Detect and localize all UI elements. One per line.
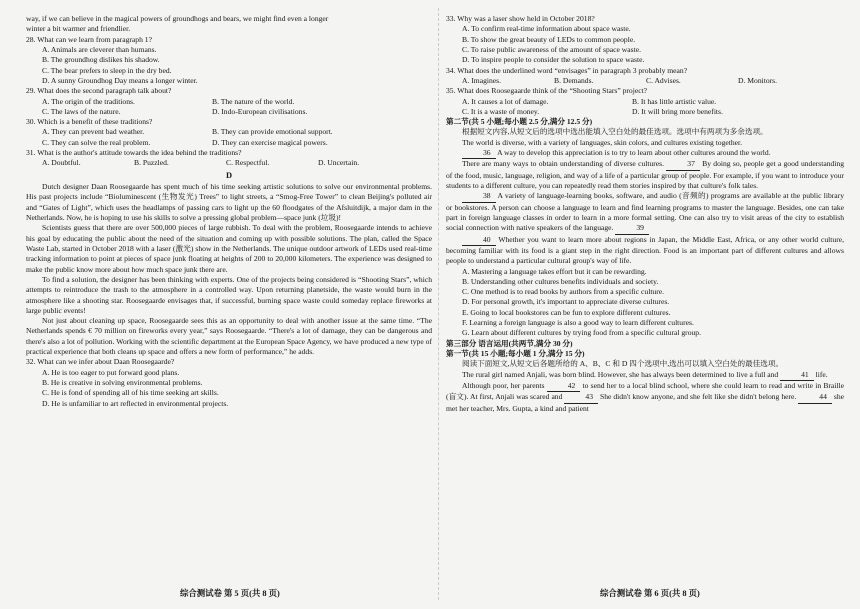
option[interactable]: A. To confirm real-time information about space waste. xyxy=(462,24,631,34)
option[interactable]: D. Monitors. xyxy=(738,75,778,85)
option[interactable]: B. Puzzled. xyxy=(134,158,169,168)
section-heading: 第二节(共 5 小题;每小题 2.5 分,满分 12.5 分) xyxy=(446,117,593,127)
option[interactable]: C. Respectful. xyxy=(226,158,270,168)
answer-blank-42[interactable]: 42 xyxy=(547,381,581,392)
option[interactable]: C. The bear prefers to sleep in the dry bed. xyxy=(42,65,172,75)
option[interactable]: F. Learning a foreign language is also a good way to learn different cultures. xyxy=(462,318,694,328)
option[interactable]: C. He is fond of spending all of his time seeking art skills. xyxy=(42,388,219,398)
passage-paragraph: Not just about cleaning up space, Roosegaarde sees this as an opportunity to deal with another issue at the same time. “The Netherlands spends € 70 million on fireworks every year,” says Roosegaarde. “There's a lot of damage, they can be dangerous and there's also a lot of pollution. Working with the scientific department at the European Space Agency, we have produced a new type of practical experience that both cleans up space and offers a new form of performance,” he adds. xyxy=(26,316,432,357)
passage-text: to send her to a local blind school, where she could learn to read and write in Braille (盲文). At first, Anjali was scared and xyxy=(446,380,844,402)
option[interactable]: D. For personal growth, it's important to appreciate diverse cultures. xyxy=(462,297,670,307)
option[interactable]: D. Uncertain. xyxy=(318,158,360,168)
passage-text: The rural girl named Anjali, was born blind. However, she has always been determined to live a full and xyxy=(462,369,781,379)
option[interactable]: A. Mastering a language takes effort but it can be rewarding. xyxy=(462,266,647,276)
option[interactable]: A. It causes a lot of damage. xyxy=(462,96,549,106)
option[interactable]: D. They can exercise magical powers. xyxy=(212,137,328,147)
question-stem: 30. Which is a benefit of these traditions? xyxy=(26,117,153,127)
question-32 xyxy=(26,357,432,409)
passage-paragraph: Dutch designer Daan Roosegaarde has spent much of his time seeking artistic solutions to solve our environmental problems. His past projects include “Bioluminescent (生物发光) Trees” to light streets, a “Smog-Free Tower” to clean Beijing's polluted air and “Gates of Light”, which uses the headlamps of passing cars to light up the 60 floodgates of the Afsluitdijk, a major dam in the Netherlands. Now, he is hoping to use his skills to solve a pressing global problem—space junk (垃圾)! xyxy=(26,182,432,223)
option[interactable]: C. One method is to read books by authors from a specific culture. xyxy=(462,287,665,297)
page-divider xyxy=(438,8,439,600)
gap-fill-passage xyxy=(446,138,844,267)
passage-text: Although poor, her parents xyxy=(462,380,547,390)
passage-text: By doing so, people get a good understanding of the food, music, language, religion, and way of a life of a particular group of people. For example, if you want to introduce your students to a different culture, you can repeatedly read them stories inspired by that culture's folk tales. xyxy=(446,159,844,190)
option[interactable]: E. Going to local bookstores can be fun to explore different cultures. xyxy=(462,307,671,317)
passage-text: There are many ways to obtain understanding of diverse cultures. xyxy=(462,159,667,169)
passage-paragraph xyxy=(446,159,844,191)
left-page xyxy=(26,14,432,409)
question-34 xyxy=(446,66,844,87)
passage-paragraph xyxy=(446,191,844,234)
question-33 xyxy=(446,14,844,66)
option[interactable]: B. Understanding other cultures benefits individuals and society. xyxy=(462,276,659,286)
answer-blank-41[interactable]: 41 xyxy=(780,370,814,381)
option[interactable]: D. A sunny Groundhog Day means a longer winter. xyxy=(42,75,198,85)
passage-paragraph xyxy=(446,381,844,414)
question-29 xyxy=(26,86,432,117)
passage-d xyxy=(26,182,432,357)
section-instructions: 阅读下面短文,从短文后各题所给的 A、B、C 和 D 四个选项中,选出可以填入空白处的最佳选项。 xyxy=(462,359,784,369)
option[interactable]: C. They can solve the real problem. xyxy=(42,137,151,147)
section-letter-d: D xyxy=(225,170,233,180)
passage-text: A variety of language-learning books, software, and audio (音频的) programs are available at the public library or bookstores. A person can choose a language to learn and find learning programs to master the language. Besides, one can take part in foreign language classes in order to learn in a more formal setting. One can also try to visit areas of the city to establish social connection with native speakers of the language. xyxy=(446,191,844,233)
right-page xyxy=(446,14,844,414)
option[interactable]: A. He is too eager to put forward good plans. xyxy=(42,367,180,377)
passage-paragraph xyxy=(446,235,844,267)
option[interactable]: C. The laws of the nature. xyxy=(42,106,121,116)
passage-paragraph: The world is diverse, with a variety of languages, skin colors, and cultures existing together. xyxy=(462,137,743,147)
question-30 xyxy=(26,117,432,148)
option[interactable]: B. The groundhog dislikes his shadow. xyxy=(42,55,160,65)
answer-blank-39[interactable]: 39 xyxy=(615,223,649,234)
answer-blank-38[interactable]: 38 xyxy=(462,191,496,202)
passage-continuation-line: way, if we can believe in the magical powers of groundhogs and bears, we might find even a longer xyxy=(26,14,329,23)
option[interactable]: D. Indo-European civilisations. xyxy=(212,106,308,116)
answer-blank-37[interactable]: 37 xyxy=(666,159,700,170)
option[interactable]: D. To inspire people to consider the solution to space waste. xyxy=(462,55,645,65)
question-35 xyxy=(446,86,844,117)
option[interactable]: A. Imagines. xyxy=(462,75,502,85)
option[interactable]: B. To show the great beauty of LEDs to common people. xyxy=(462,34,636,44)
question-stem: 31. What is the author's attitude towards the idea behind the traditions? xyxy=(26,148,242,158)
question-stem: 29. What does the second paragraph talk about? xyxy=(26,86,172,96)
gap-fill-options xyxy=(446,267,844,339)
answer-blank-40[interactable]: 40 xyxy=(462,235,496,246)
question-stem: 33. Why was a laser show held in October 2018? xyxy=(446,14,595,23)
question-stem: 34. What does the underlined word “envisages” in paragraph 3 probably mean? xyxy=(446,65,688,75)
part-heading: 第三部分 语言运用(共两节,满分 30 分) xyxy=(446,338,573,348)
option[interactable]: B. It has little artistic value. xyxy=(632,96,717,106)
option[interactable]: A. Doubtful. xyxy=(42,158,81,168)
section-heading: 第一节(共 15 小题;每小题 1 分,满分 15 分) xyxy=(446,349,585,358)
option[interactable]: A. The origin of the traditions. xyxy=(42,96,135,106)
cloze-passage xyxy=(446,370,844,414)
option[interactable]: D. It will bring more benefits. xyxy=(632,106,723,116)
answer-blank-36[interactable]: 36 xyxy=(462,148,496,159)
option[interactable]: C. It is a waste of money. xyxy=(462,106,540,116)
question-stem: 32. What can we infer about Daan Roosegaarde? xyxy=(26,357,175,367)
page-footer-right: 综合测试卷 第 6 页(共 8 页) xyxy=(600,588,700,598)
answer-blank-44[interactable]: 44 xyxy=(798,392,832,403)
option[interactable]: A. They can prevent bad weather. xyxy=(42,127,145,137)
passage-paragraph xyxy=(446,148,844,159)
question-stem: 28. What can we learn from paragraph 1? xyxy=(26,34,152,44)
passage-paragraph xyxy=(446,370,844,381)
option[interactable]: D. He is unfamiliar to art reflected in environmental projects. xyxy=(42,398,229,408)
passage-paragraph: To find a solution, the designer has been thinking with experts. One of the projects being considered is “Shooting Stars”, which attempts to reintroduce the trash to the atmosphere in a controlled way. Upon returning planetside, the waste would burn in the atmosphere like a shooting star. Roosegaarde envisages that, if successful, burning space waste could someday replace fireworks at large public events! xyxy=(26,274,432,315)
option[interactable]: G. Learn about different cultures by trying food from a specific cultural group. xyxy=(462,328,701,338)
page-footer-left: 综合测试卷 第 5 页(共 8 页) xyxy=(180,588,280,598)
option[interactable]: C. Advises. xyxy=(646,75,681,85)
passage-text: life. xyxy=(813,369,828,379)
option[interactable]: B. Demands. xyxy=(554,75,594,85)
question-28 xyxy=(26,35,432,87)
question-31 xyxy=(26,148,432,169)
passage-text: Whether you want to learn more about regions in Japan, the Middle East, Africa, or any other world culture, becoming familiar with its food is a giant step in the right direction. Food is an important part of different cultures and allows people to understand a particular cultural group's way of life. xyxy=(446,234,844,266)
option[interactable]: A. Animals are cleverer than humans. xyxy=(42,44,157,54)
passage-continuation-line: winter a bit warmer and friendlier. xyxy=(26,24,131,34)
option[interactable]: C. To raise public awareness of the amount of space waste. xyxy=(462,44,641,54)
option[interactable]: B. The nature of the world. xyxy=(212,96,295,106)
option[interactable]: B. They can provide emotional support. xyxy=(212,127,333,137)
answer-blank-43[interactable]: 43 xyxy=(564,392,598,403)
passage-text: A way to develop this appreciation is to try to learn about other cultures around the world. xyxy=(495,148,771,158)
section-instructions: 根据短文内容,从短文后的选项中选出能填入空白处的最佳选项。选项中有两项为多余选项。 xyxy=(462,127,768,137)
passage-text: She didn't know anyone, and she felt like she didn't belong here. xyxy=(598,392,799,402)
passage-text: she met her teacher, Mrs. Gupta, a kind and patient xyxy=(446,392,845,413)
option[interactable]: B. He is creative in solving environmental problems. xyxy=(42,378,203,388)
question-stem: 35. What does Roosegaarde think of the “Shooting Stars” project? xyxy=(446,86,648,96)
passage-paragraph: Scientists guess that there are over 500,000 pieces of large rubbish. To deal with the problem, Roosegaarde intends to achieve his goal by educating the public about the need of the situation and coming up with possible solutions. The plan, called the Space Waste Lab, started in October 2018 with a laser (激光) show in the Netherlands. The unique outdoor artwork of LEDs used real-time tracking information to point at pieces of space junk floating at heights of 200 to 20,000 kilometers. The experience was designed to make the public know more about how much space junk there are. xyxy=(26,223,432,274)
